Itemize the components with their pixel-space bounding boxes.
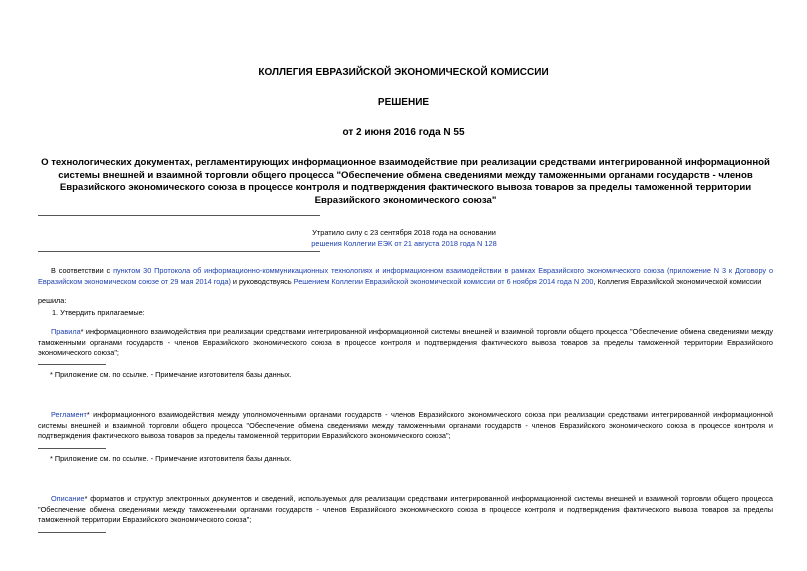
footnote-divider bbox=[38, 364, 106, 365]
item-1: 1. Утвердить прилагаемые: bbox=[52, 308, 145, 317]
repeal-decision-link[interactable]: решения Коллегии ЕЭК от 21 августа 2018 года N 128 bbox=[311, 239, 497, 248]
footnote-divider bbox=[38, 532, 106, 533]
regulation-paragraph bbox=[38, 410, 773, 442]
footnote-divider bbox=[38, 448, 106, 449]
description-paragraph bbox=[38, 494, 773, 526]
document-type: РЕШЕНИЕ bbox=[377, 97, 430, 108]
description-text: * форматов и структур электронных документов и сведений, используемых для реализации средствами интегрированной информационной системы внешней и взаимной торговли общего процесса "Обеспечение обмена сведениями между таможенными органами государств - членов Евразийского экономического союза в процессе контроля и подтверждения фактического вывоза товаров за пределы таможенной территории Евразийского экономического союза"; bbox=[38, 494, 773, 525]
organization-title: КОЛЛЕГИЯ ЕВРАЗИЙСКОЙ ЭКОНОМИЧЕСКОЙ КОМИССИИ bbox=[258, 67, 549, 78]
regulation-link[interactable]: Регламент bbox=[51, 410, 87, 419]
footnote-2: * Приложение см. по ссылке. - Примечание изготовителя базы данных. bbox=[50, 454, 292, 463]
preamble-text-2: и руководствуясь bbox=[230, 276, 294, 286]
divider bbox=[38, 251, 320, 252]
decided-label: решила: bbox=[38, 296, 67, 305]
preamble-text-3: , Коллегия Евразийской экономической комиссии bbox=[593, 276, 762, 286]
document-subject: О технологических документах, регламентирующих информационное взаимодействие при реализации средствами интегрированной информационной системы внешней и взаимной торговли общего процесса "Обеспечение обмена сведениями между таможенными органами государств - членов Евразийского экономического союза в процессе контроля и подтверждения фактического вывоза товаров за пределы таможенной территории Евразийского экономического союза" bbox=[41, 157, 770, 206]
regulation-text: * информационного взаимодействия между уполномоченными органами государств - членов Евразийского экономического союза при реализации средствами интегрированной информационной системы внешней и взаимной торговли общего процесса "Обеспечение обмена сведениями между таможенными органами государств - членов Евразийского экономического союза в процессе контроля и подтверждения фактического вывоза товаров за пределы таможенной территории Евразийского экономического союза"; bbox=[38, 410, 773, 441]
document-date-number: от 2 июня 2016 года N 55 bbox=[342, 127, 465, 138]
status-note bbox=[300, 227, 508, 249]
protocol-link[interactable]: пунктом 30 Протокола об информационно-коммуникационных технологиях и информационном взаимодействии в рамках Евразийского экономического союза (приложение N 3 к Договору о Евразийском экономическом союзе от 29 мая 2014 года) bbox=[38, 266, 774, 286]
rules-paragraph bbox=[38, 327, 773, 359]
divider bbox=[38, 215, 320, 216]
status-text: Утратило силу с 23 сентября 2018 года на основании bbox=[312, 228, 496, 237]
decision-200-link[interactable]: Решением Коллегии Евразийской экономической комиссии от 6 ноября 2014 года N 200 bbox=[293, 276, 594, 286]
description-link[interactable]: Описание bbox=[51, 494, 85, 503]
rules-text: * информационного взаимодействия при реализации средствами интегрированной информационной системы внешней и взаимной торговли общего процесса "Обеспечение обмена сведениями между таможенными органами государств - членов Евразийского экономического союза в процессе контроля и подтверждения фактического вывоза товаров за пределы таможенной территории Евразийского экономического союза"; bbox=[38, 327, 773, 358]
preamble-paragraph bbox=[38, 266, 773, 287]
footnote-1: * Приложение см. по ссылке. - Примечание изготовителя базы данных. bbox=[50, 370, 292, 379]
preamble-text-1: В соответствии с bbox=[51, 266, 114, 275]
rules-link[interactable]: Правила bbox=[51, 327, 81, 336]
